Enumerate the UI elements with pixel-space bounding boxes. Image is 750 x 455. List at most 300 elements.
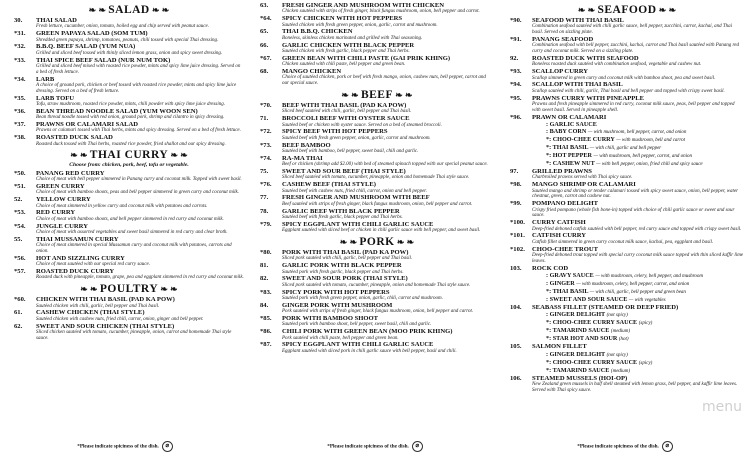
item-description: Choice of meat simmered in special Mussamun curry and coconut milk with potatoes, carrots and onion. <box>36 243 232 255</box>
sauce-description: (medium) <box>610 368 631 374</box>
menu-item <box>14 43 244 56</box>
item-number: 78. <box>260 207 269 215</box>
menu-item <box>260 115 494 128</box>
item-name: BEAN THREAD NOODLE SALAD (YUM WOON SEN) <box>36 107 198 115</box>
item-number: 82. <box>260 275 269 283</box>
item-name: GARLIC BEEF WITH BLACK PEPPER <box>282 207 400 215</box>
item-name: SEABASS FILLET (STEAMED OR DEEP FRIED) <box>532 304 679 312</box>
sauce-option <box>510 272 744 280</box>
item-description: Grilled and sliced beef tossed with thinly sliced lemon grass, onion and spicy sweet dressing. <box>36 50 223 56</box>
item-number: *70. <box>260 102 272 110</box>
sauce-description: (spicy) <box>638 360 653 366</box>
item-number: 61. <box>14 309 23 317</box>
item-number: *102. <box>510 245 525 253</box>
item-number: *95. <box>510 94 522 102</box>
item-description: Tofu, straw mushroom, roasted rice powder, mints, chili powder with spicy lime juice dressing. <box>36 102 225 108</box>
item-description: Sautéed pork with fresh garlic, black pepper and Thai herbs. <box>282 269 404 275</box>
item-description: Boneless, skinless chicken marinated and grilled with Thai seasoning. <box>282 35 423 41</box>
menu-item <box>260 2 494 15</box>
item-number: 104. <box>510 304 522 312</box>
item-number: *74. <box>260 154 272 162</box>
item-description: Scallop sautéed with chili, garlic, Thai basil and bell pepper and topped with crispy sweet basil. <box>532 88 725 94</box>
sauce-description: — with vegetables <box>628 298 666 304</box>
item-name: CHOO-CHEE TROUT <box>532 245 599 253</box>
pepper-icon: ⌀ <box>412 441 423 452</box>
menu-item <box>14 309 244 322</box>
sauce-label: *: TAMARIND SAUCE <box>546 327 610 335</box>
item-name: ROASTED DUCK WITH SEAFOOD <box>532 55 639 62</box>
sauce-description: — with mushroom, celery, bell pepper, and mushroom <box>595 274 704 280</box>
section-header-seafood: ❧ ❧ SEAFOOD ❧ ❧ <box>577 4 677 16</box>
sauce-label: : GINGER DELIGHT <box>546 311 606 319</box>
item-number: 75. <box>260 168 269 176</box>
sauce-description: (not spicy) <box>606 352 628 358</box>
item-number: *91. <box>510 36 522 43</box>
sauce-description: — with mushroom, celery, bell pepper, carrot, and onion <box>576 282 690 288</box>
item-description: Choice of meat sautéed with our special red curry sauce. <box>36 262 150 268</box>
item-description: Shredded green papaya, shrimp, tomatoes, peanuts, chili tossed with special Thai dressing. <box>36 37 219 43</box>
menu-item <box>14 183 244 196</box>
item-name: SPICY CHICKEN WITH HOT PEPPERS <box>282 15 403 23</box>
item-name: BROCCOLI BEEF WITH OYSTER SAUCE <box>282 115 410 123</box>
menu-item <box>510 343 744 350</box>
sauce-option <box>510 144 744 152</box>
item-number: *38. <box>14 134 26 142</box>
item-name: CASHEW BEEF (THAI STYLE) <box>282 181 376 189</box>
sauce-description: — with chili, garlic, bell pepper and green bean <box>589 290 686 296</box>
item-number: *86. <box>260 328 272 336</box>
item-number: *53. <box>14 209 26 217</box>
sauce-label: *: TAMARIND SAUCE <box>546 366 610 374</box>
item-name: CASHEW CHICKEN (THAI STYLE) <box>36 309 145 317</box>
item-description: Prawns and fresh pineapple simmered in red curry, coconut milk sauce, peas, bell pepper and topped with sweet basil. Served in pineapple shell. <box>532 102 735 113</box>
item-number: 105. <box>510 343 522 351</box>
section-header-beef: ❧ ❧ BEEF ❧ ❧ <box>341 89 413 102</box>
pepper-icon: ⌀ <box>162 441 173 452</box>
sauce-label: : GRAVY SAUCE <box>546 272 594 280</box>
item-name: THAI B.B.Q. CHICKEN <box>282 28 353 36</box>
spiciness-note: *Please indicate spiciness of the dish. ⌀ <box>500 441 750 452</box>
sauce-description: — with mushroom, bell pepper, carrot, and onion <box>593 154 693 160</box>
item-name: PANANG SEAFOOD <box>532 36 594 43</box>
item-name: MANGO CHICKEN <box>282 68 342 76</box>
sauce-option <box>510 327 744 335</box>
item-name: CHICKEN WITH THAI BASIL (PAD KA POW) <box>36 296 175 304</box>
pepper-icon: ⌀ <box>662 441 673 452</box>
seafood-list-5 <box>510 375 744 394</box>
menu-item <box>510 304 744 311</box>
item-name: SALMON FILLET <box>532 343 587 351</box>
sauce-description: — with mushroom, bell and carrot <box>616 138 686 144</box>
menu-item <box>510 81 744 94</box>
item-description: Pork sautéed with chili paste, bell pepper and green bean. <box>282 335 399 341</box>
item-number: *79. <box>260 220 272 228</box>
menu-item <box>260 221 494 234</box>
item-description: New Zealand green mussels in half shell steamed with lemon grass, bell pepper, and kaffir lime leaves. Served with Thai spicy sauce. <box>532 382 738 394</box>
item-name: ROCK COD <box>532 264 569 272</box>
item-description: Fresh lettuce, cucumber, onion, tomato, boiled egg and chip served with peanut sauce. <box>36 24 209 30</box>
item-name: CURRY CATFISH <box>532 219 586 227</box>
sauce-option <box>510 367 744 375</box>
item-number: 103. <box>510 264 522 272</box>
item-number: *87. <box>260 341 272 349</box>
menu-item <box>510 68 744 81</box>
item-description: Grilled and sliced beef mixed with roasted rice powder, mints and spicy lime juice dressing. Served on a bed of fresh lettuce. <box>36 64 241 75</box>
menu-item <box>260 128 494 141</box>
sauce-option <box>510 152 744 160</box>
spiciness-note: *Please indicate spiciness of the dish. ⌀ <box>0 441 250 452</box>
item-description: Sautéed beef with fresh green pepper, onion, garlic, carrot and mushroom. <box>282 135 431 141</box>
item-description: Deep-fried deboned catfish sautéed with bell pepper, red curry sauce and topped with crispy sweet basil. <box>532 226 742 232</box>
item-description: Bean thread noodle tossed with red onion, ground pork, shrimp and cilantro in spicy dressing. <box>36 115 225 121</box>
chicken-list <box>260 2 494 87</box>
menu-item <box>510 232 744 245</box>
item-name: YELLOW CURRY <box>36 196 91 204</box>
sauce-option <box>510 160 744 168</box>
sauce-option <box>510 351 744 359</box>
item-number: *37. <box>14 121 26 129</box>
sauce-label: *: CHOO-CHEE CURRY <box>546 136 615 144</box>
spiciness-note: *Please indicate spiciness of the dish. ⌀ <box>250 441 500 452</box>
menu-item <box>260 194 494 207</box>
item-number: *99. <box>510 200 522 208</box>
item-name: LARB <box>36 75 55 83</box>
item-name: ROASTED DUCK CURRY <box>36 268 115 276</box>
menu-item <box>260 328 494 341</box>
item-number: 71. <box>260 115 269 123</box>
item-name: HOT AND SIZZLING CURRY <box>36 254 125 262</box>
item-number: 63. <box>260 2 269 9</box>
sauce-description: — with bell pepper, onion, fried chili and spicy sauce <box>596 162 703 168</box>
sauce-label: *: THAI BASIL <box>546 144 589 152</box>
menu-item <box>14 323 244 342</box>
sauce-description: (not spicy) <box>606 313 628 319</box>
item-number: *76. <box>260 181 272 189</box>
item-name: GINGER PORK WITH MUSHROOM <box>282 301 393 309</box>
item-name: SEAFOOD WITH THAI BASIL <box>532 17 624 24</box>
menu-item <box>260 262 494 275</box>
sauce-option <box>510 359 744 367</box>
menu-item <box>260 315 494 328</box>
seabass-options <box>510 311 744 343</box>
item-name: SWEET AND SOUR BEEF (THAI STYLE) <box>282 168 406 176</box>
sauce-label: : GARLIC SAUCE <box>546 121 597 129</box>
item-number: *90. <box>510 17 522 24</box>
item-number: *93. <box>510 68 522 76</box>
item-description: Sautéed chicken with fresh green pepper, onion, garlic, carrot and mushroom. <box>282 22 438 28</box>
item-number: *33. <box>14 56 26 64</box>
item-name: MANGO SHRIMP OR CALAMARI <box>532 181 636 189</box>
sauce-label: *: CASHEW NUT <box>546 160 595 168</box>
menu-item <box>14 196 244 209</box>
item-number: 30. <box>14 17 23 24</box>
item-description: Roasted duck tossed with Thai herbs, roasted rice powder, fried shallot and our spicy dressing. <box>36 141 226 147</box>
item-number: *50. <box>14 169 26 177</box>
sauce-description: (hot) <box>618 337 629 343</box>
menu-item <box>260 155 494 168</box>
sauce-option <box>510 280 744 288</box>
item-description: Choice of meat with bamboo shoots, peas and bell pepper simmered in green curry and coconut milk. <box>36 190 239 196</box>
item-number: *72. <box>260 128 272 136</box>
item-name: RA-MA THAI <box>282 154 323 162</box>
item-name: SCALLOP WITH THAI BASIL <box>532 81 623 89</box>
menu-column-3 <box>500 0 750 455</box>
item-number: *101. <box>510 232 525 240</box>
item-number: 62. <box>14 322 23 330</box>
item-name: SWEET AND SOUR CHICKEN (THAI STYLE) <box>36 322 175 330</box>
item-name: PORK WITH BAMBOO SHOOT <box>282 315 379 323</box>
menu-item <box>260 142 494 155</box>
item-number: *31. <box>14 30 26 38</box>
prawn-sauce-options <box>510 121 744 168</box>
menu-item <box>510 375 744 394</box>
item-name: BEEF WITH THAI BASIL (PAD KA POW) <box>282 102 407 110</box>
menu-item <box>260 168 494 181</box>
sauce-label: : GINGER <box>546 280 575 288</box>
item-number: *80. <box>260 249 272 257</box>
item-name: THAI SALAD <box>36 17 77 24</box>
item-name: JUNGLE CURRY <box>36 222 88 230</box>
menu-item <box>14 134 244 147</box>
item-description: Combination seafood sautéed with chili garlic sauce, bell pepper, zucchini, carrot, kachai, and Thai basil. Served on sizzling plate. <box>532 24 733 36</box>
menu-item <box>14 255 244 268</box>
sauce-label: *: HOT PEPPER <box>546 152 592 160</box>
item-description: Choice of meat simmered in yellow curry and coconut milk with potatoes and carrots. <box>36 203 208 209</box>
item-description: Crispy fried pompano (whole fish bone-in) topped with choice of chili garlic sauce or sweet and sour sauce. <box>532 207 735 219</box>
item-name: THAI MUSSAMUN CURRY <box>36 235 119 243</box>
menu-column-2 <box>250 0 500 455</box>
item-number: 52. <box>14 196 23 204</box>
item-name: FRESH GINGER AND MUSHROOM WITH BEEF <box>282 194 430 202</box>
item-description: Beef or chicken (shrimp add $2.00) with bed of steamed spinach topped with our special peanut sauce. <box>282 162 488 168</box>
item-name: ROASTED DUCK SALAD <box>36 134 113 142</box>
item-description: Choice of meat with assorted vegetables and sweet basil simmered in red curry and clear broth. <box>36 230 228 236</box>
item-description: Boneless roasted duck sautéed with combination seafood, vegetable and cashew nut. <box>532 62 702 68</box>
sauce-label: *: STAR HOT AND SOUR <box>546 335 618 343</box>
section-header-poultry: ❧ ❧ POULTRY ❧ ❧ <box>80 283 178 296</box>
sauce-label: *: THAI BASIL <box>546 288 589 296</box>
sauce-label: : SWEET AND SOUR SAUCE <box>546 296 628 304</box>
item-description: Sautéed mango and shrimp or tender calamari tossed with spicy sweet sauce, onion, bell pepper, water chestnut, green, carrot and cashew nut. <box>532 188 739 200</box>
menu-item <box>14 268 244 281</box>
menu-item <box>260 68 494 87</box>
item-name: PORK WITH THAI BASIL (PAD KA POW) <box>282 249 409 257</box>
item-description: Sautéed beef with cashew nuts, fried chili, carrot, onion and bell pepper. <box>282 188 427 194</box>
item-number: *64. <box>260 15 272 23</box>
item-name: SWEET AND SOUR PORK (THAI STYLE) <box>282 275 408 283</box>
salmon-options <box>510 351 744 375</box>
sauce-label: : BABY CORN <box>546 128 587 136</box>
menu-item <box>510 246 744 265</box>
item-description: Catfish fillet simmered in green curry coconut milk sauce, kachai, pea, eggplant and basil. <box>532 239 714 245</box>
item-description: Chicken sautéed with chili paste, bell pepper and green bean. <box>282 62 406 68</box>
menu-item <box>14 296 244 309</box>
item-description: Eggplant sautéed with sliced pork in chili garlic sauce with bell pepper, basil and chili. <box>282 348 457 354</box>
item-name: FRESH GINGER AND MUSHROOM WITH CHICKEN <box>282 2 444 9</box>
item-name: THAI SPICE BEEF SALAD (NUR NUM TOK) <box>36 56 171 64</box>
item-description: Sautéed beef or chicken with oyster sauce. Served on a bed of steamed broccoli. <box>282 122 442 128</box>
item-name: SPICY EGGPLANT WITH CHILI GARLIC SAUCE <box>282 341 434 349</box>
menu-item <box>510 265 744 272</box>
item-name: GARLIC PORK WITH BLACK PEPPER <box>282 262 402 270</box>
menu-item <box>14 76 244 95</box>
item-name: SPICY BEEF WITH HOT PEPPERS <box>282 128 388 136</box>
menu-item <box>510 168 744 181</box>
item-description: Sliced chicken sautéed with tomato, cucumber, pineapple, onion, carrot and homemade Thai style sauce. <box>36 330 232 341</box>
item-number: *67. <box>260 54 272 62</box>
curry-intro: Choose from: chicken, pork, beef, tofu or vegetable. <box>69 162 189 169</box>
item-number: *32. <box>14 43 26 51</box>
item-description: Pork sautéed with strips of fresh ginger, black fungus mushroom, onion, bell pepper and carrot. <box>282 309 474 315</box>
sauce-option <box>510 296 744 304</box>
item-description: Sautéed chicken with cashew nuts, fried chili, carrot, onion, ginger and bell pepper. <box>36 316 204 322</box>
item-name: BEEF BAMBOO <box>282 141 331 149</box>
item-number: 55. <box>14 235 23 243</box>
item-number: 77. <box>260 194 269 202</box>
item-name: GARLIC CHICKEN WITH BLACK PEPPER <box>282 41 415 49</box>
item-number: 66. <box>260 41 269 49</box>
item-name: GREEN PAPAYA SALAD (SOM TUM) <box>36 30 148 38</box>
menu-item <box>260 28 494 41</box>
item-number: *51. <box>14 183 26 191</box>
menu-item <box>14 170 244 183</box>
section-header-pork: ❧ ❧ PORK ❧ ❧ <box>339 236 415 249</box>
item-name: STEAMED MUSSELS (HOI-OP) <box>532 374 628 382</box>
item-description: Beef sautéed with strips of fresh ginger, black fungus mushroom, onion, bell pepper and carrot. <box>282 201 473 207</box>
item-description: A choice of ground pork, chicken or beef tossed with roasted rice powder, mints and spicy lime juice dressing. Served on a bed of fresh lettuce. <box>36 83 237 94</box>
rock-cod-options <box>510 272 744 304</box>
sauce-option <box>510 136 744 144</box>
item-description: Charbroiled prawns served with Thai spicy sauce. <box>532 175 633 181</box>
section-header-thai-curry: ❧ ❧ THAI CURRY ❧ ❧ <box>70 149 188 162</box>
menu-item <box>260 181 494 194</box>
item-name: GREEN CURRY <box>36 183 85 191</box>
item-number: *98. <box>510 181 522 189</box>
item-description: Sliced beef sautéed with tomato, cucumber, pineapple, onion and homemade Thai style sauce. <box>282 175 470 181</box>
item-description: Sautéed beef with bamboo, bell pepper, sweet basil, chili and garlic. <box>282 149 419 155</box>
menu-item <box>260 302 494 315</box>
item-number: *57. <box>14 268 26 276</box>
item-number: *56. <box>14 254 26 262</box>
menu-item <box>14 121 244 134</box>
seafood-list-4 <box>510 343 744 350</box>
item-description: Chicken sautéed with strips of fresh ginger, black fungus mushroom, onion, bell pepper and carrot. <box>282 9 480 15</box>
item-name: PRAWNS OR CALAMARI SALAD <box>36 121 139 129</box>
item-name: PRAWNS CURRY WITH PINEAPPLE <box>532 94 645 102</box>
section-header-salad: ❧ ❧ SALAD ❧ ❧ <box>88 4 170 16</box>
item-number: *85. <box>260 315 272 323</box>
curry-list <box>14 170 244 281</box>
menu-item <box>260 249 494 262</box>
menu-item <box>510 181 744 200</box>
item-name: CHILI PORK WITH GREEN BEAN (MOO PRIK KHING) <box>282 328 453 336</box>
menu-item <box>510 36 744 55</box>
item-number: *83. <box>260 288 272 296</box>
item-name: PRAWN OR CALAMARI <box>532 113 607 121</box>
menu-item <box>14 30 244 43</box>
item-name: B.B.Q. BEEF SALAD (YUM NUA) <box>36 43 136 51</box>
item-name: GRILLED PRAWNS <box>532 168 592 176</box>
menu-item <box>14 223 244 236</box>
item-description: Sautéed chicken with chili, garlic, bell pepper and Thai basil. <box>36 303 160 309</box>
poultry-list <box>14 296 244 341</box>
seafood-list <box>510 17 744 121</box>
sauce-label: : GINGER DELIGHT <box>546 350 606 358</box>
sauce-label: *: CHOO-CHEE CURRY SAUCE <box>546 319 638 327</box>
sauce-option <box>510 335 744 343</box>
item-number: 97. <box>510 168 519 176</box>
item-description: Scallop simmered in green curry and coconut milk with bamboo shoot, pea and sweet basil. <box>532 75 716 81</box>
item-name: CATFISH CURRY <box>532 232 587 240</box>
menu-item <box>14 108 244 121</box>
item-number: *96. <box>510 113 522 121</box>
beef-list <box>260 102 494 234</box>
sauce-option <box>510 288 744 296</box>
menu-item <box>510 55 744 68</box>
seafood-list-2 <box>510 168 744 272</box>
item-description: Sautéed chicken with fresh garlic, black pepper and Thai herbs. <box>282 49 410 55</box>
sauce-description: — with chili, garlic and bell pepper <box>589 146 662 152</box>
item-description: Sliced pork sautéed with tomato, cucumber, pineapple, onion and homemade Thai style sauce. <box>282 282 471 288</box>
item-number: 81. <box>260 262 269 270</box>
item-name: GREEN BEAN WITH CHILI PASTE (GAI PRIK KHING) <box>282 54 451 62</box>
sauce-option <box>510 311 744 319</box>
item-name: SCALLOP CURRY <box>532 68 589 76</box>
item-number: 106. <box>510 374 522 382</box>
item-name: POMPANO DELIGHT <box>532 200 598 208</box>
item-description: Prawns or calamari tossed with Thai herbs, mints and spicy dressing. Served on a bed of fresh lettuce. <box>36 128 241 134</box>
menu-item <box>260 15 494 28</box>
salad-list <box>14 17 244 147</box>
item-description: Sautéed beef with fresh garlic, black pepper and Thai herbs. <box>282 215 403 221</box>
menu-item <box>260 208 494 221</box>
item-number: 65. <box>260 28 269 36</box>
item-description: Choice of sautéed chicken, pork or beef with fresh mango, onion, cashew nuts, bell pepper, carrot and our special sauce. <box>282 75 486 87</box>
menu-item <box>14 57 244 76</box>
sauce-label: *: CHOO-CHEE CURRY SAUCE <box>546 358 638 366</box>
menu-item <box>260 341 494 354</box>
item-name: RED CURRY <box>36 209 76 217</box>
sauce-description: — with mushroom, bell pepper, carrot, and onion <box>587 130 687 136</box>
sauce-option <box>510 121 744 128</box>
item-name: SPICY PORK WITH HOT PEPPERS <box>282 288 390 296</box>
item-name: PANANG RED CURRY <box>36 169 105 177</box>
menu-item <box>14 95 244 108</box>
menu-item <box>510 200 744 219</box>
item-name: SPICY EGGPLANT WITH CHILI GARLIC SAUCE <box>282 220 434 228</box>
menu-item <box>510 17 744 36</box>
item-number: *100. <box>510 219 525 227</box>
menu-item <box>510 219 744 232</box>
item-description: Deep-fried deboned trout topped with special curry coconut milk sauce topped with thin sliced kaffir lime leaves. <box>532 253 744 264</box>
item-number: *35. <box>14 94 26 102</box>
item-description: Sautéed pork with bamboo shoot, bell pepper, sweet basil, chili and garlic. <box>282 322 432 328</box>
item-number: 68. <box>260 68 269 76</box>
sauce-description: (medium) <box>610 329 631 335</box>
menu-column-1 <box>0 0 250 455</box>
item-description: Roasted duck with pineapple, tomato, grape, pea and eggplant simmered in red curry and coconut milk. <box>36 275 244 281</box>
menu-item <box>14 209 244 222</box>
item-number: 92. <box>510 55 519 62</box>
sauce-description: (spicy) <box>638 321 653 327</box>
menu-item <box>14 17 244 30</box>
item-description: Choice of meat with bamboo shoots, and bell pepper simmered in red curry and coconut milk. <box>36 216 224 222</box>
item-number: *36. <box>14 107 26 115</box>
menu-item <box>260 42 494 55</box>
item-number: *73. <box>260 141 272 149</box>
menu-item <box>260 289 494 302</box>
item-number: *60. <box>14 296 26 304</box>
